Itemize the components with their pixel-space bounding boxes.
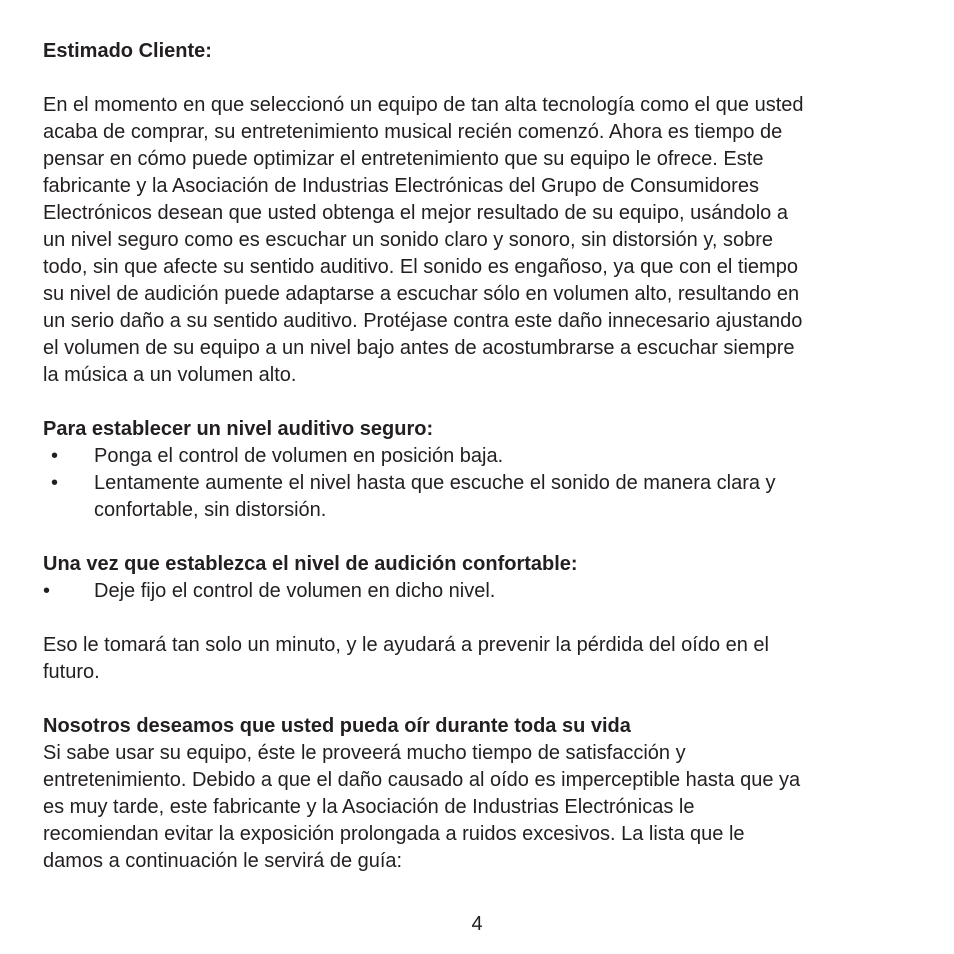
intro-line: fabricante y la Asociación de Industrias Electrónicas del Grupo de Consumidores [43, 175, 759, 197]
closing-line: futuro. [43, 661, 100, 683]
intro-line: Electrónicos desean que usted obtenga el mejor resultado de su equipo, usándolo a [43, 202, 788, 224]
bullet-dot: • [51, 472, 59, 494]
intro-line: su nivel de audición puede adaptarse a escuchar sólo en volumen alto, resultando en [43, 283, 800, 305]
section-heading-text: Una vez que establezca el nivel de audición confortable: [43, 553, 578, 575]
section-heading-text: Para establecer un nivel auditivo seguro: [43, 418, 434, 440]
hearing-line: es muy tarde, este fabricante y la Asociación de Industrias Electrónicas le [43, 796, 695, 818]
intro-line: todo, sin que afecte su sentido auditivo. El sonido es engañoso, ya que con el tiempo [43, 256, 798, 278]
hearing-line: Si sabe usar su equipo, éste le proveerá mucho tiempo de satisfacción y [43, 742, 686, 764]
intro-line: pensar en cómo puede optimizar el entretenimiento que su equipo le ofrece. Este [43, 148, 764, 170]
bullet-item [43, 470, 923, 524]
bullet-text: Ponga el control de volumen en posición baja. [94, 445, 504, 467]
section-heading-lifetime: Nosotros deseamos que usted pueda oír durante toda su vida [43, 715, 631, 737]
bullet-dot: • [43, 580, 51, 602]
hearing-line: damos a continuación le servirá de guía: [43, 850, 403, 872]
bullet-text-line: Lentamente aumente el nivel hasta que escuche el sonido de manera clara y [94, 472, 776, 494]
intro-line: la música a un volumen alto. [43, 364, 297, 386]
section-heading-comfort-level [43, 551, 923, 578]
section-heading-safe-level [43, 416, 923, 443]
intro-line: En el momento en que seleccionó un equipo de tan alta tecnología como el que usted [43, 94, 804, 116]
intro-paragraph [43, 92, 923, 389]
bullet-text [94, 470, 914, 524]
page-number: 4 [471, 913, 483, 935]
closing-line: Eso le tomará tan solo un minuto, y le ayudará a prevenir la pérdida del oído en el [43, 634, 769, 656]
greeting-text: Estimado Cliente: [43, 40, 212, 62]
intro-line: un serio daño a su sentido auditivo. Protéjase contra este daño innecesario ajustando [43, 310, 803, 332]
hearing-line: recomiendan evitar la exposición prolongada a ruidos excesivos. La lista que le [43, 823, 745, 845]
hearing-line: entretenimiento. Debido a que el daño causado al oído es imperceptible hasta que ya [43, 769, 801, 791]
bullet-text-line: confortable, sin distorsión. [94, 499, 327, 521]
bullet-text: Deje fijo el control de volumen en dicho nivel. [94, 580, 496, 602]
closing-paragraph [43, 632, 923, 686]
hearing-section [43, 713, 923, 875]
greeting-heading [43, 38, 923, 65]
bullet-dot: • [51, 445, 59, 467]
intro-line: el volumen de su equipo a un nivel bajo antes de acostumbrarse a escuchar siempre [43, 337, 795, 359]
intro-line: un nivel seguro como es escuchar un sonido claro y sonoro, sin distorsión y, sobre [43, 229, 774, 251]
intro-line: acaba de comprar, su entretenimiento musical recién comenzó. Ahora es tiempo de [43, 121, 783, 143]
